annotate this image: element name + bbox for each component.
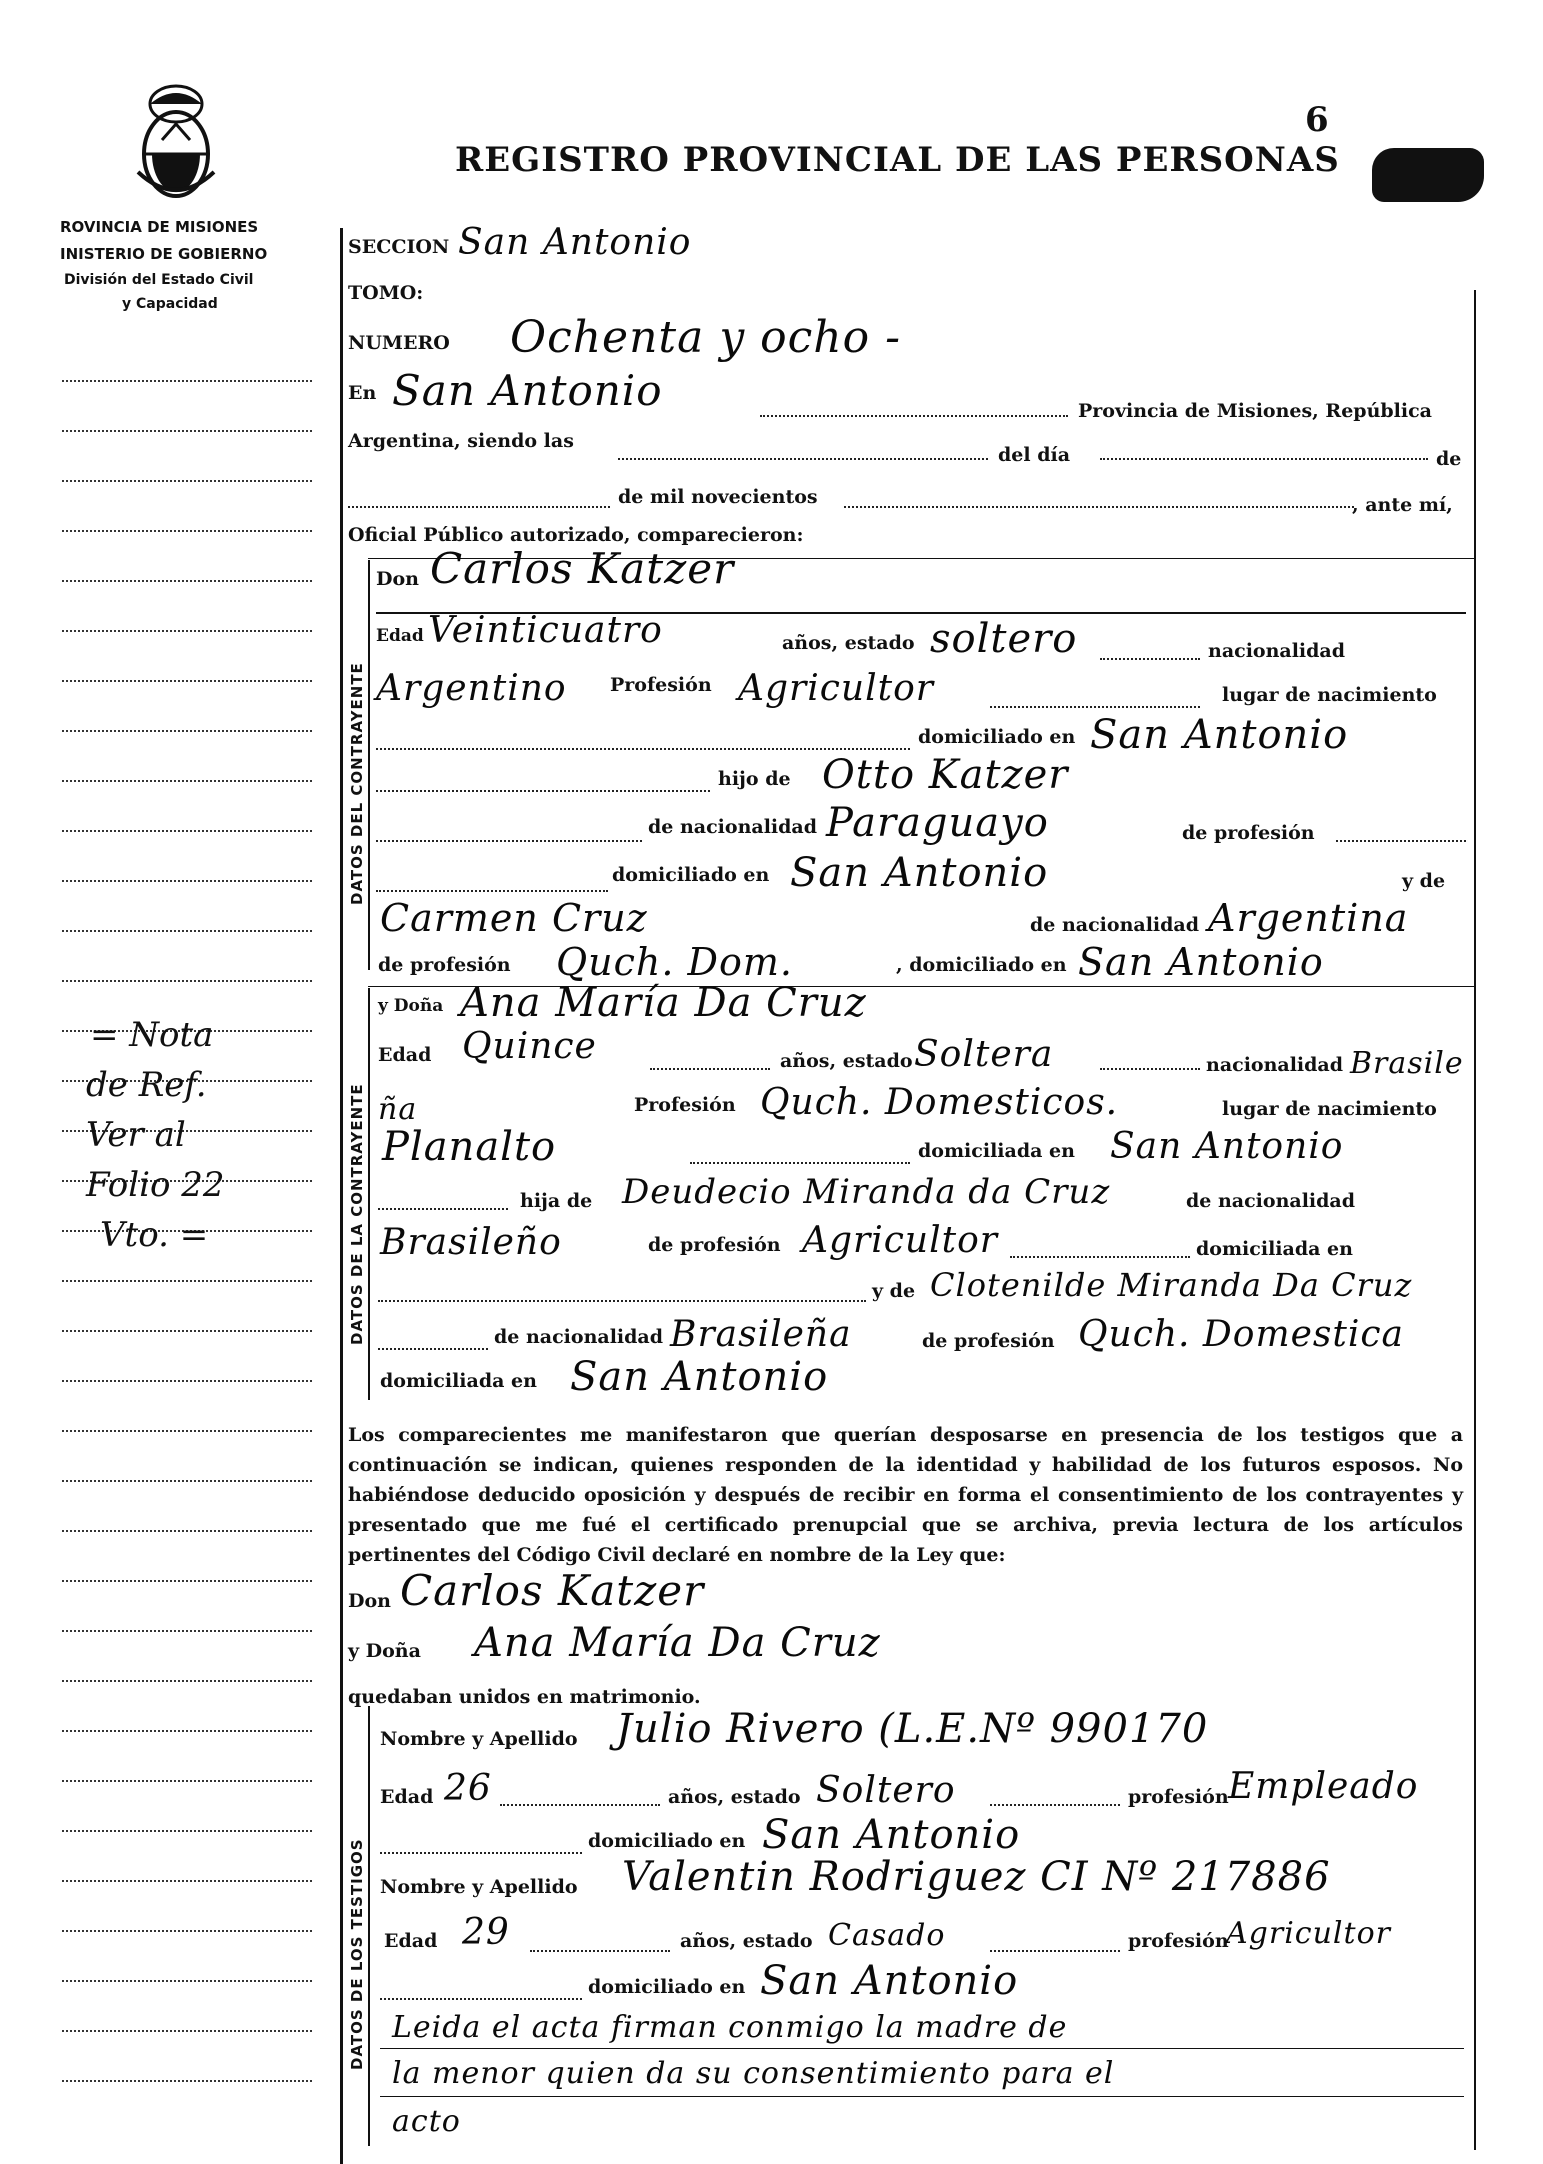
decl-don-label: Don: [348, 1590, 391, 1612]
c1-madre-dom-label: , domiciliado en: [896, 954, 1067, 976]
t2-dom: San Antonio: [760, 1958, 1019, 2004]
c1-edad: Veinticuatro: [428, 610, 663, 651]
t2-anos-estado: años, estado: [680, 1930, 813, 1952]
seccion-label: SECCION: [348, 236, 450, 258]
t2-estado-leader: [990, 1950, 1120, 1952]
c1-estado-leader: [1100, 658, 1200, 660]
t2-nombre-label: Nombre y Apellido: [380, 1876, 578, 1898]
org-ministry: INISTERIO DE GOBIERNO: [60, 245, 268, 263]
c1-edad-label: Edad: [376, 626, 424, 646]
c1-profesion-leader: [990, 706, 1200, 708]
decl-dona: Ana María Da Cruz: [474, 1620, 881, 1666]
org-division-2: y Capacidad: [122, 296, 218, 312]
c1-anos-estado: años, estado: [782, 632, 915, 654]
t2-dom-label: domiciliado en: [588, 1976, 746, 1998]
c2-edad: Quince: [462, 1026, 597, 1067]
t2-edad-leader: [530, 1950, 670, 1952]
t1-estado: Soltero: [816, 1770, 956, 1811]
c2-madre-prof: Quch. Domestica: [1078, 1314, 1404, 1355]
mil-novecientos-label: de mil novecientos: [618, 486, 818, 508]
c1-nombre: Carlos Katzer: [430, 544, 735, 593]
c2-profesion: Quch. Domesticos.: [760, 1082, 1119, 1123]
c2-domicilio: San Antonio: [1110, 1126, 1344, 1167]
c1-de-profesion-label: de profesión: [1182, 822, 1315, 844]
margin-note-line3: Ver al: [86, 1115, 186, 1155]
c1-don-label: Don: [376, 568, 419, 590]
c1-padre-prof-leader: [1336, 840, 1466, 842]
contrayente-section-border: [368, 560, 370, 970]
c1-lugar-label: lugar de nacimiento: [1222, 684, 1437, 706]
tomo-label: TOMO:: [348, 282, 424, 304]
decl-unidos: quedaban unidos en matrimonio.: [348, 1686, 701, 1708]
t2-nombre: Valentin Rodriguez CI Nº 217886: [622, 1854, 1331, 1900]
margin-note-line5: Vto. =: [100, 1215, 209, 1255]
c2-de-profesion-label: de profesión: [648, 1234, 781, 1256]
c2-padre-prof-leader: [1010, 1256, 1190, 1258]
t1-edad-leader: [500, 1804, 660, 1806]
c1-madre-dom: San Antonio: [1078, 940, 1324, 984]
c1-madre-nac-label: de nacionalidad: [1030, 914, 1200, 936]
ano-leader: [844, 506, 1354, 508]
c1-madre-prof-label: de profesión: [378, 954, 511, 976]
numero-label: NUMERO: [348, 332, 450, 354]
testigos-side-label: DATOS DE LOS TESTIGOS: [348, 1838, 366, 2070]
c2-padre-dom-label: domiciliada en: [1196, 1238, 1353, 1260]
c2-edad-label: Edad: [378, 1044, 432, 1066]
c2-madre-nac: Brasileña: [670, 1314, 852, 1355]
c1-padre-dom: San Antonio: [790, 850, 1049, 896]
margin-note-line2: de Ref.: [86, 1065, 207, 1105]
en-leader: [760, 415, 1068, 417]
closing-rule-2: [380, 2096, 1464, 2097]
t1-dom-leader: [380, 1852, 582, 1854]
c2-y-de-label: y de: [872, 1280, 916, 1302]
form-right-border: [1474, 290, 1476, 2150]
org-province: ROVINCIA DE MISIONES: [60, 218, 259, 236]
mes-leader: [348, 506, 610, 508]
ante-mi-label: , ante mí,: [1352, 494, 1453, 516]
c1-lugar-leader: [376, 748, 910, 750]
ink-stamp: [1372, 148, 1484, 202]
c2-anos-estado: años, estado: [780, 1050, 913, 1072]
en-value: San Antonio: [392, 366, 663, 415]
contrayente-side-label: DATOS DEL CONTRAYENTE: [348, 662, 366, 905]
document-title: REGISTRO PROVINCIAL DE LAS PERSONAS: [455, 140, 1340, 180]
argentina-text: Argentina, siendo las: [348, 430, 574, 452]
c2-estado: Soltera: [914, 1034, 1054, 1075]
t1-edad-label: Edad: [380, 1786, 434, 1808]
c1-padre-dom-label: domiciliado en: [612, 864, 770, 886]
c1-domicilio: San Antonio: [1090, 712, 1349, 758]
t1-estado-leader: [990, 1804, 1120, 1806]
t1-dom-label: domiciliado en: [588, 1830, 746, 1852]
c2-domiciliada-label: domiciliada en: [918, 1140, 1075, 1162]
c1-profesion: Agricultor: [738, 668, 934, 709]
decl-don: Carlos Katzer: [400, 1566, 705, 1615]
c2-madre: Clotenilde Miranda Da Cruz: [930, 1266, 1413, 1304]
c2-madre-nac-leader: [378, 1348, 488, 1350]
c1-padre: Otto Katzer: [822, 752, 1069, 798]
c2-madre-leader: [378, 1300, 866, 1302]
c1-estado: soltero: [930, 616, 1078, 662]
c1-padre-dom-leader: [376, 890, 608, 892]
provincia-text: Provincia de Misiones, República: [1078, 400, 1432, 422]
c2-hija-leader: [378, 1208, 508, 1210]
c2-padre-nac: Brasileño: [380, 1222, 562, 1263]
contrayente2-side-label: DATOS DE LA CONTRAYENTE: [348, 1083, 366, 1345]
c2-nacionalidad-2: ña: [378, 1092, 418, 1127]
c2-nacionalidad-label: nacionalidad: [1206, 1054, 1344, 1076]
c2-nacionalidad-1: Brasile: [1350, 1046, 1464, 1081]
c1-padre-nac: Paraguayo: [826, 800, 1049, 846]
de-label: de: [1436, 448, 1462, 470]
c1-hijo-label: hijo de: [718, 768, 791, 790]
form-left-border: [340, 228, 343, 2164]
t1-profesion: Empleado: [1228, 1766, 1419, 1807]
c1-de-nac-label: de nacionalidad: [648, 816, 818, 838]
c2-padre: Deudecio Miranda da Cruz: [622, 1172, 1111, 1212]
c2-padre-prof: Agricultor: [802, 1220, 998, 1261]
numero-value: Ochenta y ocho -: [510, 312, 901, 363]
testigos-section-border: [368, 1706, 370, 2146]
t1-dom: San Antonio: [762, 1812, 1021, 1858]
t1-profesion-label: profesión: [1128, 1786, 1229, 1808]
decl-dona-label: y Doña: [348, 1640, 421, 1662]
margin-note-line4: Folio 22: [86, 1165, 225, 1205]
c2-madre-prof-label: de profesión: [922, 1330, 1055, 1352]
page-number: 6: [1305, 100, 1329, 140]
c1-profesion-label: Profesión: [610, 674, 712, 696]
del-dia-label: del día: [998, 444, 1071, 466]
c2-nombre: Ana María Da Cruz: [460, 980, 867, 1026]
c1-madre-prof: Quch. Dom.: [556, 940, 793, 984]
c2-lugar: Planalto: [382, 1124, 557, 1170]
c1-domiciliado-label: domiciliado en: [918, 726, 1076, 748]
c2-madre-nac-label: de nacionalidad: [494, 1326, 664, 1348]
t2-dom-leader: [380, 1998, 582, 2000]
c2-estado-leader: [1100, 1068, 1200, 1070]
c1-y-de-label: y de: [1402, 870, 1446, 892]
t1-edad: 26: [444, 1768, 492, 1809]
closing-line2: la menor quien da su consentimiento para el: [392, 2056, 1115, 2091]
closing-rule-1: [380, 2048, 1464, 2049]
c2-hija-label: hija de: [520, 1190, 593, 1212]
c1-padre-nac-leader: [376, 840, 642, 842]
dia-leader: [1100, 458, 1428, 460]
c2-lugar-label: lugar de nacimiento: [1222, 1098, 1437, 1120]
closing-line1: Leida el acta firman conmigo la madre de: [392, 2010, 1068, 2045]
closing-line3: acto: [392, 2104, 461, 2139]
c2-madre-dom: San Antonio: [570, 1354, 829, 1400]
c2-dona-label: y Doña: [378, 996, 444, 1016]
seccion-value: San Antonio: [458, 222, 692, 263]
c2-madre-dom-label: domiciliada en: [380, 1370, 537, 1392]
c2-edad-leader: [650, 1068, 770, 1070]
c2-lugar-leader: [690, 1162, 910, 1164]
oficial-text: Oficial Público autorizado, comparecieron:: [348, 524, 804, 546]
c1-hijo-leader: [376, 790, 710, 792]
t2-edad-label: Edad: [384, 1930, 438, 1952]
t1-nombre-label: Nombre y Apellido: [380, 1728, 578, 1750]
contrayente2-section-border: [368, 988, 370, 1400]
t1-nombre: Julio Rivero (L.E.Nº 990170: [616, 1706, 1209, 1752]
t2-edad: 29: [462, 1912, 510, 1953]
c2-profesion-label: Profesión: [634, 1094, 736, 1116]
c1-nacionalidad-label: nacionalidad: [1208, 640, 1346, 662]
c1-madre: Carmen Cruz: [380, 896, 648, 940]
coat-of-arms-icon: [132, 82, 220, 202]
c1-madre-nac: Argentina: [1208, 896, 1409, 940]
t2-profesion: Agricultor: [1226, 1916, 1391, 1951]
declaration-paragraph: Los comparecientes me manifestaron que querían desposarse en presencia de los testigos que a continuación se indican, quienes responden de la identidad y habilidad de los futuros esposos. No habiéndose deducido oposición y después de recibir en forma el consentimiento de los contrayentes y presentado que me fué el certificado prenupcial que se archiva, previa lectura de los artículos pertinentes del Código Civil declaré en nombre de la Ley que:: [348, 1424, 1463, 1566]
hora-leader: [618, 458, 988, 460]
t2-estado: Casado: [828, 1918, 946, 1953]
c2-de-nac-label: de nacionalidad: [1186, 1190, 1356, 1212]
margin-note-line1: = Nota: [90, 1015, 214, 1055]
t1-anos-estado: años, estado: [668, 1786, 801, 1808]
org-division: División del Estado Civil: [64, 272, 254, 288]
en-label: En: [348, 382, 377, 404]
c1-nacionalidad: Argentino: [376, 668, 567, 709]
t2-profesion-label: profesión: [1128, 1930, 1229, 1952]
